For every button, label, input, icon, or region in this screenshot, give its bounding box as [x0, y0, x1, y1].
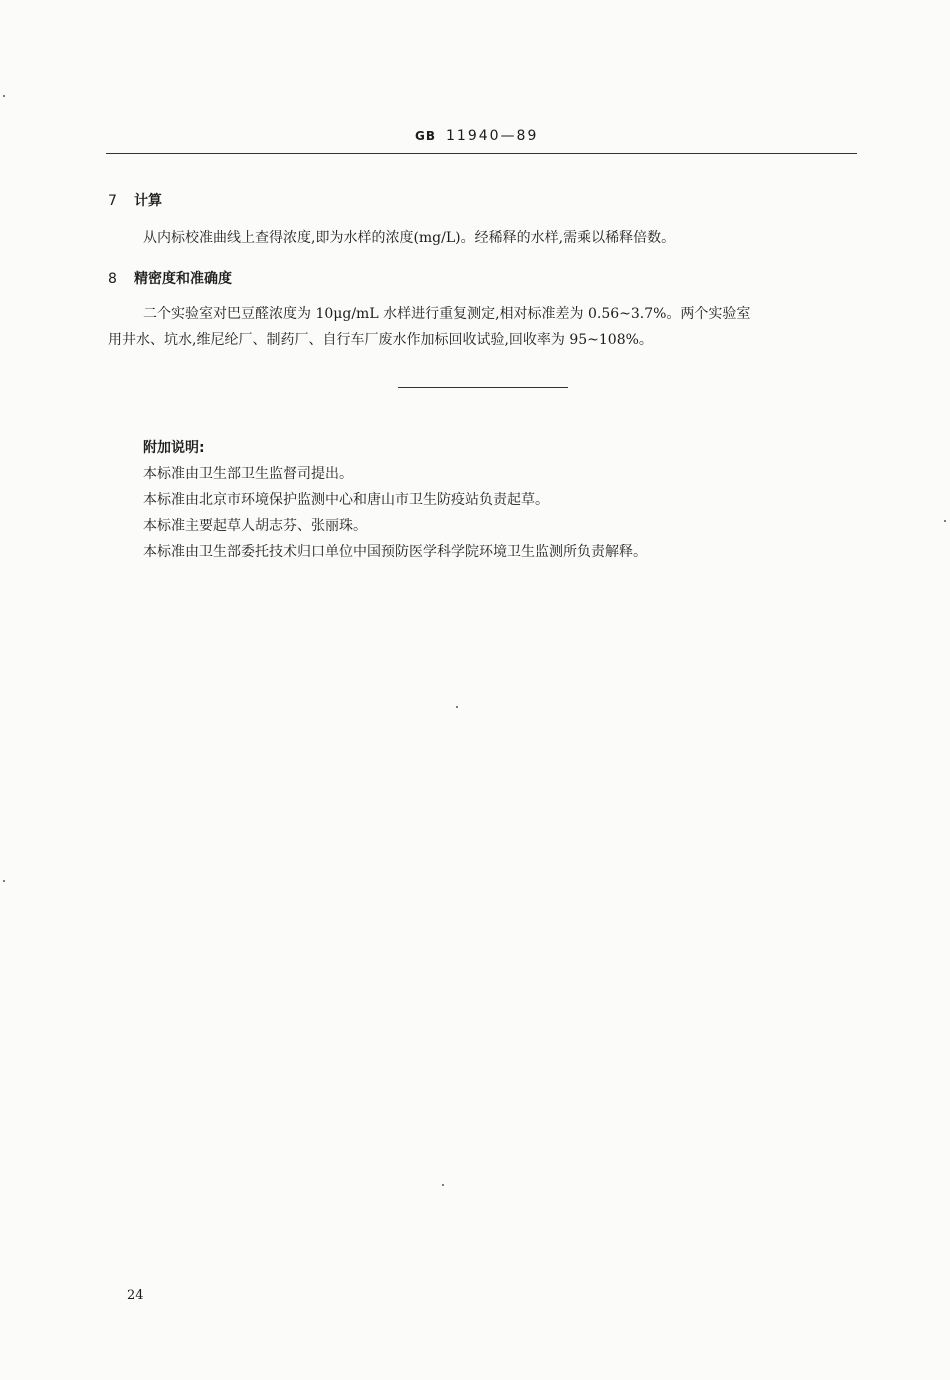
header-rule	[106, 153, 857, 154]
end-of-text-rule	[398, 387, 568, 388]
section-8-heading	[108, 268, 232, 288]
standard-number: 11940—89	[446, 128, 539, 144]
section-7-paragraph: 从内标校准曲线上查得浓度,即为水样的浓度(mg/L)。经稀释的水样,需乘以稀释倍数。	[143, 230, 676, 246]
additional-note-line: 本标准由北京市环境保护监测中心和唐山市卫生防疫站负责起草。	[143, 492, 549, 508]
section-title: 精密度和准确度	[134, 271, 232, 287]
page-number: 24	[127, 1288, 144, 1303]
additional-note-line: 本标准主要起草人胡志芬、张丽珠。	[143, 518, 367, 534]
section-7-heading	[108, 190, 162, 210]
scan-speck	[3, 880, 5, 882]
additional-note-line: 本标准由卫生部卫生监督司提出。	[143, 466, 353, 482]
section-8-paragraph-line-2: 用井水、坑水,维尼纶厂、制药厂、自行车厂废水作加标回收试验,回收率为 95~108%。	[108, 332, 653, 348]
section-title: 计算	[134, 193, 162, 209]
standard-prefix: GB	[415, 129, 436, 143]
section-number: 8	[108, 271, 117, 287]
scan-speck	[442, 1184, 444, 1186]
scan-speck	[944, 520, 946, 522]
standard-code-header	[415, 128, 538, 144]
additional-notes-title: 附加说明:	[143, 440, 205, 456]
additional-notes	[143, 437, 647, 567]
section-number: 7	[108, 193, 117, 209]
section-8-paragraph-line-1: 二个实验室对巴豆醛浓度为 10μg/mL 水样进行重复测定,相对标准差为 0.56~3.7%。两个实验室	[143, 306, 751, 322]
scan-speck	[3, 95, 5, 97]
scan-speck	[456, 706, 458, 708]
additional-note-line: 本标准由卫生部委托技术归口单位中国预防医学科学院环境卫生监测所负责解释。	[143, 544, 647, 560]
